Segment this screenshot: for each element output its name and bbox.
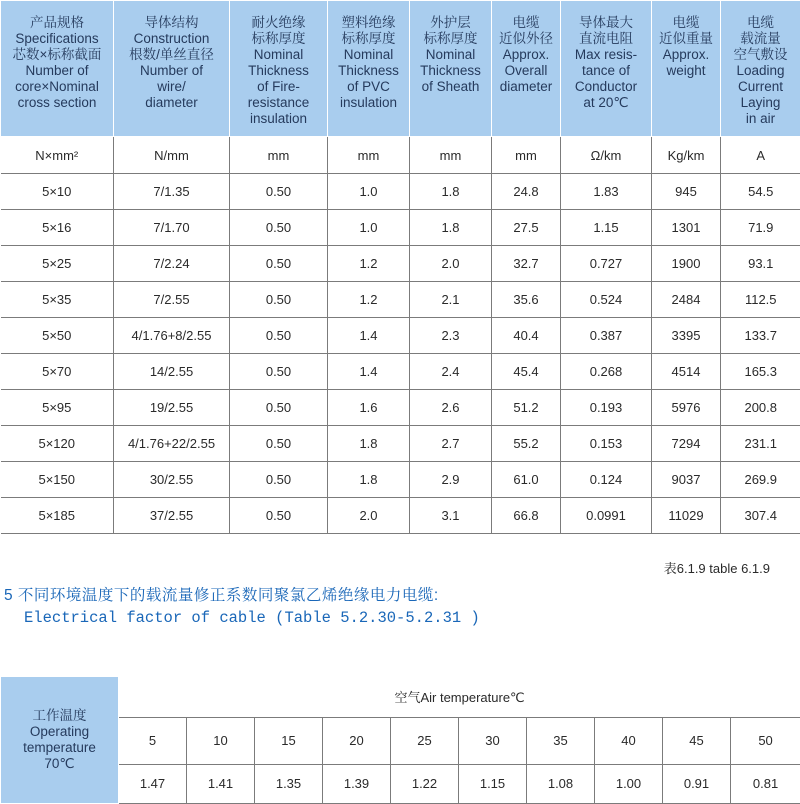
table-cell: 1.83 [561,174,652,210]
table-row [1,210,800,246]
operating-temperature-label: 工作温度 Operating temperature 70℃ [1,677,119,804]
correction-factor-cell: 1.22 [391,764,459,803]
table-row [1,174,800,210]
table-cell: 1.2 [328,282,410,318]
table-cell: 30/2.55 [114,462,230,498]
table-cell: 93.1 [721,246,800,282]
table-cell: 0.124 [561,462,652,498]
table-cell: 2.0 [328,498,410,534]
air-temperature-cell: 30 [459,717,527,764]
table-cell: 0.50 [230,354,328,390]
table-cell: 2.4 [410,354,492,390]
table-cell: 54.5 [721,174,800,210]
table-row [1,498,800,534]
units-row [1,137,800,174]
table-cell: 945 [652,174,721,210]
table-cell: 2.6 [410,390,492,426]
table-cell: 0.524 [561,282,652,318]
spec-header-row [1,1,800,137]
table-cell: 35.6 [492,282,561,318]
table-caption: 表6.1.9 table 6.1.9 [664,558,770,577]
table-cell: 0.50 [230,498,328,534]
table-cell: 51.2 [492,390,561,426]
table-cell: 0.50 [230,282,328,318]
table-cell: 0.0991 [561,498,652,534]
unit-cell: mm [492,137,561,174]
table-cell: 9037 [652,462,721,498]
section-title-chinese: 5 不同环境温度下的载流量修正系数同聚氯乙烯绝缘电力电缆: [4,583,439,605]
table-cell: 1.0 [328,174,410,210]
air-temperature-cell: 45 [663,717,731,764]
table-cell: 4/1.76+22/2.55 [114,426,230,462]
header-sheath-thickness: 外护层 标称厚度 Nominal Thickness of Sheath [410,1,492,137]
table-cell: 45.4 [492,354,561,390]
table-cell: 0.193 [561,390,652,426]
table-cell: 4514 [652,354,721,390]
table-cell: 1.6 [328,390,410,426]
table-cell: 5×70 [1,354,114,390]
table-cell: 11029 [652,498,721,534]
factor-row [1,764,800,803]
air-temperature-header-row [1,677,800,718]
table-cell: 1.8 [328,426,410,462]
table-cell: 1.8 [328,462,410,498]
table-cell: 0.387 [561,318,652,354]
table-cell: 5×25 [1,246,114,282]
table-cell: 0.50 [230,246,328,282]
table-cell: 0.50 [230,210,328,246]
table-cell: 1.8 [410,210,492,246]
header-pvc-insulation-thickness: 塑料绝缘 标称厚度 Nominal Thickness of PVC insulation [328,1,410,137]
table-cell: 2.9 [410,462,492,498]
correction-factor-cell: 1.41 [187,764,255,803]
unit-cell: N/mm [114,137,230,174]
correction-factor-cell: 1.15 [459,764,527,803]
unit-cell: A [721,137,800,174]
table-cell: 7/2.24 [114,246,230,282]
table-cell: 32.7 [492,246,561,282]
table-cell: 1.8 [410,174,492,210]
unit-cell: Ω/km [561,137,652,174]
header-weight: 电缆 近似重量 Approx. weight [652,1,721,137]
spec-table-body [1,137,800,534]
table-cell: 27.5 [492,210,561,246]
air-temperature-cell: 20 [323,717,391,764]
table-cell: 200.8 [721,390,800,426]
table-cell: 2.1 [410,282,492,318]
table-cell: 24.8 [492,174,561,210]
table-cell: 269.9 [721,462,800,498]
unit-cell: mm [410,137,492,174]
table-cell: 0.50 [230,462,328,498]
temperature-row [1,717,800,764]
table-cell: 2.7 [410,426,492,462]
header-construction: 导体结构 Construction 根数/单丝直径 Number of wire/ diameter [114,1,230,137]
table-cell: 5×10 [1,174,114,210]
correction-factor-cell: 1.35 [255,764,323,803]
table-cell: 66.8 [492,498,561,534]
table-cell: 5976 [652,390,721,426]
correction-factor-table [0,676,800,804]
correction-factor-cell: 1.08 [527,764,595,803]
air-temperature-cell: 5 [119,717,187,764]
section-title-english: Electrical factor of cable (Table 5.2.30-5.2.31 ) [24,609,480,627]
table-cell: 0.50 [230,318,328,354]
table-row [1,426,800,462]
table-cell: 1.15 [561,210,652,246]
table-cell: 37/2.55 [114,498,230,534]
unit-cell: mm [230,137,328,174]
table-cell: 1.4 [328,354,410,390]
unit-cell: Kg/km [652,137,721,174]
table-cell: 165.3 [721,354,800,390]
table-cell: 2.3 [410,318,492,354]
table-cell: 5×50 [1,318,114,354]
correction-factor-cell: 1.47 [119,764,187,803]
table-cell: 55.2 [492,426,561,462]
table-cell: 7/2.55 [114,282,230,318]
table-cell: 5×95 [1,390,114,426]
table-cell: 5×150 [1,462,114,498]
unit-cell: N×mm² [1,137,114,174]
header-overall-diameter: 电缆 近似外径 Approx. Overall diameter [492,1,561,137]
air-temperature-cell: 15 [255,717,323,764]
table-cell: 0.268 [561,354,652,390]
table-cell: 5×120 [1,426,114,462]
table-cell: 14/2.55 [114,354,230,390]
air-temperature-cell: 40 [595,717,663,764]
table-cell: 2.0 [410,246,492,282]
unit-cell: mm [328,137,410,174]
table-row [1,246,800,282]
table-cell: 231.1 [721,426,800,462]
table-cell: 1.2 [328,246,410,282]
table-row [1,354,800,390]
table-cell: 0.50 [230,174,328,210]
table-cell: 7/1.70 [114,210,230,246]
table-cell: 3395 [652,318,721,354]
correction-factor-cell: 0.81 [731,764,800,803]
table-cell: 5×16 [1,210,114,246]
table-row [1,318,800,354]
table-cell: 0.50 [230,426,328,462]
table-cell: 0.50 [230,390,328,426]
table-cell: 61.0 [492,462,561,498]
correction-factor-cell: 1.00 [595,764,663,803]
table-cell: 1.4 [328,318,410,354]
table-cell: 307.4 [721,498,800,534]
table-row [1,282,800,318]
table-cell: 7/1.35 [114,174,230,210]
table-cell: 40.4 [492,318,561,354]
table-cell: 1.0 [328,210,410,246]
air-temperature-cell: 10 [187,717,255,764]
table-row [1,462,800,498]
table-cell: 133.7 [721,318,800,354]
table-cell: 1301 [652,210,721,246]
air-temperature-cell: 25 [391,717,459,764]
air-temperature-cell: 50 [731,717,800,764]
table-cell: 19/2.55 [114,390,230,426]
table-cell: 1900 [652,246,721,282]
table-row [1,390,800,426]
header-specifications: 产品规格 Specifications 芯数×标称截面 Number of core×Nominal cross section [1,1,114,137]
table-cell: 4/1.76+8/2.55 [114,318,230,354]
table-cell: 0.727 [561,246,652,282]
table-cell: 71.9 [721,210,800,246]
correction-factor-cell: 0.91 [663,764,731,803]
air-temperature-header: 空气Air temperature℃ [119,677,800,718]
table-cell: 5×35 [1,282,114,318]
header-loading-current: 电缆 载流量 空气敷设 Loading Current Laying in air [721,1,800,137]
table-cell: 2484 [652,282,721,318]
air-temperature-cell: 35 [527,717,595,764]
table-cell: 7294 [652,426,721,462]
table-cell: 0.153 [561,426,652,462]
header-fire-insulation-thickness: 耐火绝缘 标称厚度 Nominal Thickness of Fire- resistance insulation [230,1,328,137]
table-cell: 112.5 [721,282,800,318]
table-cell: 5×185 [1,498,114,534]
correction-factor-cell: 1.39 [323,764,391,803]
header-conductor-resistance: 导体最大 直流电阻 Max resis- tance of Conductor at 20℃ [561,1,652,137]
table-cell: 3.1 [410,498,492,534]
